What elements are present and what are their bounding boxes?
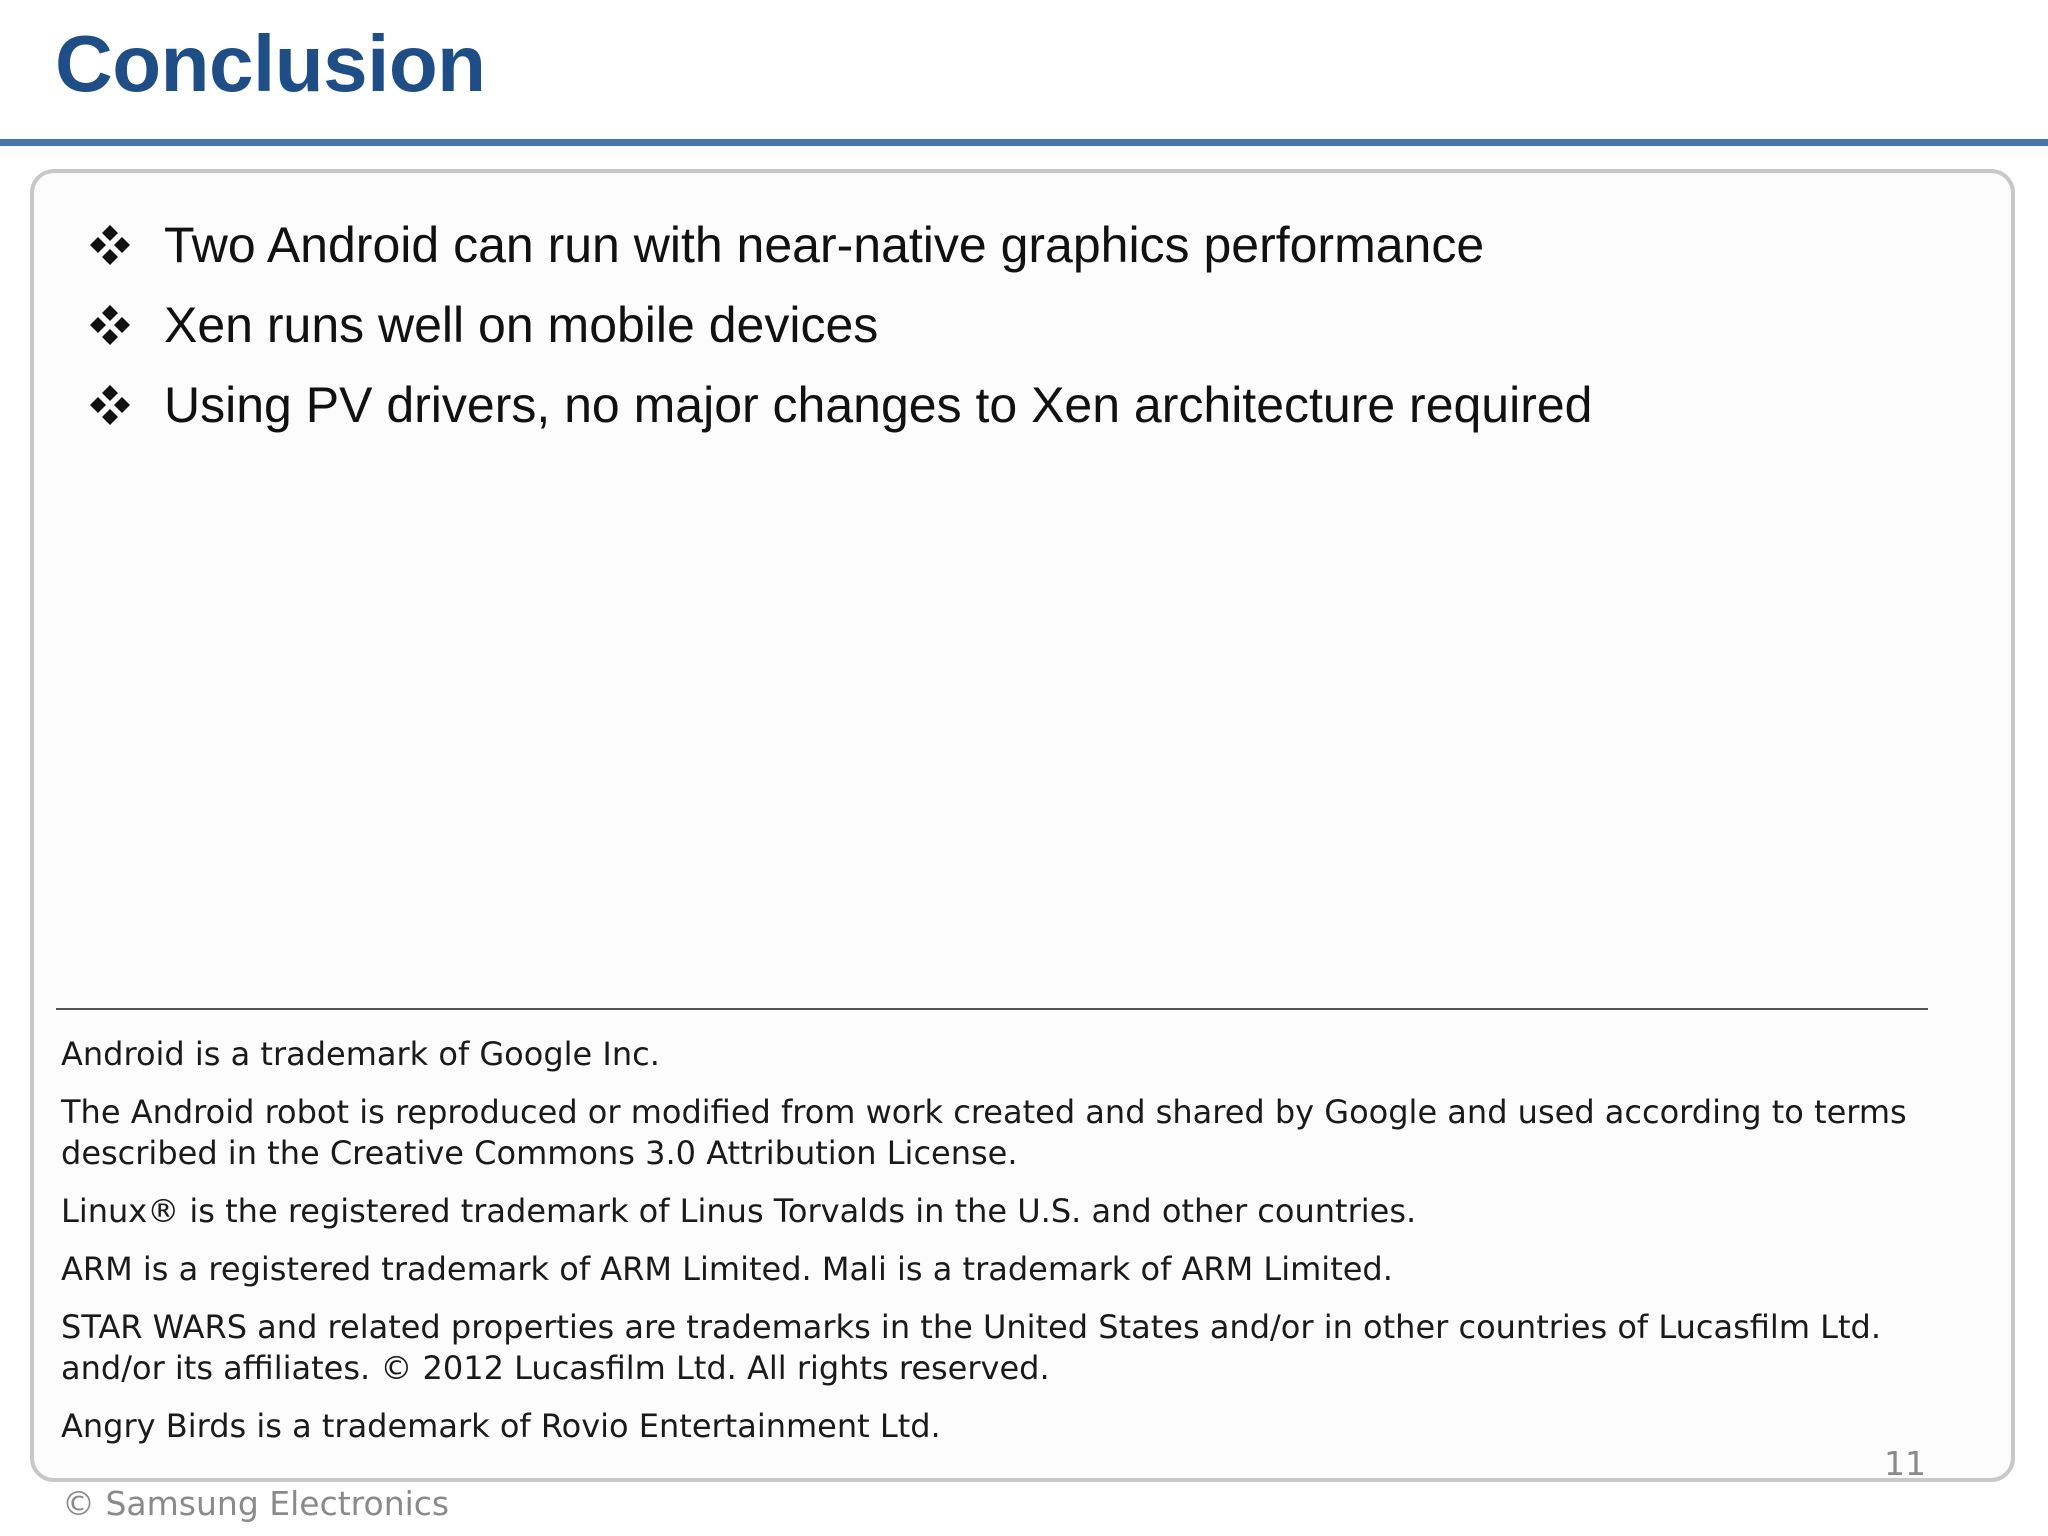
trademark-note: Angry Birds is a trademark of Rovio Entertainment Ltd.	[61, 1407, 941, 1445]
trademark-note: ARM is a registered trademark of ARM Limited. Mali is a trademark of ARM Limited.	[61, 1250, 1393, 1288]
bullet-item	[88, 205, 1593, 285]
bullet-item	[88, 285, 1593, 365]
four-diamond-bullet-icon	[88, 223, 132, 267]
trademark-note: Android is a trademark of Google Inc.	[61, 1035, 660, 1073]
notes-divider	[56, 1008, 1928, 1010]
title-divider	[0, 139, 2048, 146]
trademark-note: The Android robot is reproduced or modified from work created and shared by Google and used according to terms described in the Creative Commons 3.0 Attribution License.	[61, 1093, 1907, 1172]
bullet-text: Xen runs well on mobile devices	[164, 297, 879, 353]
trademark-note: STAR WARS and related properties are trademarks in the United States and/or in other countries of Lucasfilm Ltd. and/or its affiliates. © 2012 Lucasfilm Ltd. All rights reserved.	[61, 1308, 1882, 1387]
bullet-item	[88, 365, 1593, 445]
slide-title: Conclusion	[55, 19, 486, 108]
four-diamond-bullet-icon	[88, 303, 132, 347]
bullet-list	[88, 205, 1593, 445]
trademark-notes	[61, 1034, 1961, 1464]
page-number: 11	[1884, 1444, 1926, 1483]
bullet-text: Using PV drivers, no major changes to Xen architecture required	[164, 377, 1593, 433]
bullet-text: Two Android can run with near-native graphics performance	[164, 217, 1485, 273]
trademark-note: Linux® is the registered trademark of Linus Torvalds in the U.S. and other countries.	[61, 1192, 1417, 1230]
four-diamond-bullet-icon	[88, 383, 132, 427]
copyright-footer: © Samsung Electronics	[62, 1484, 450, 1523]
